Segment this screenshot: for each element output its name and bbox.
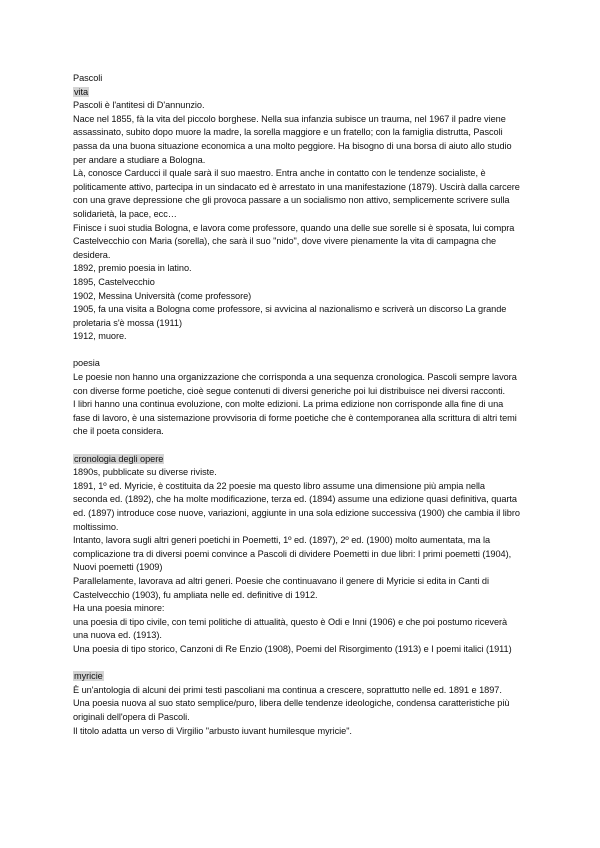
text-line: Nace nel 1855, fà la vita del piccolo borghese. Nella sua infanzia subisce un trauma, nel 1967 il padre viene [73, 113, 506, 124]
section-heading-vita [73, 86, 540, 100]
text-line: Pascoli è l'antitesi di D'annunzio. [73, 100, 205, 111]
document-title: Pascoli [73, 73, 103, 83]
text-line: seconda ed. (1892), che ha molte modificazione, terza ed. (1894) assume una edizione quasi definitiva, quarta [73, 494, 517, 505]
text-line: Intanto, lavora sugli altri generi poetichi in Poemetti, 1º ed. (1897), 2º ed. (1900) molto aumentata, ma la [73, 535, 491, 546]
text-line: 1895, Castelvecchio [73, 276, 155, 287]
text-line: Parallelamente, lavorava ad altri generi. Poesie che continuavano il genere di Myricie si edita in Canti di [73, 575, 489, 586]
text-line: Castelvecchio con Maria (sorella), che sarà il suo "nido", dove vivere pienamente la vita di campagna che [73, 236, 497, 247]
text-line: 1912, muore. [73, 331, 127, 342]
text-line: desidera. [73, 249, 111, 260]
text-line: passa da una buona situazione economica a una molto peggiore. Ha bisogno di una borsa di aiuto allo studio [73, 140, 512, 151]
spacer [73, 344, 540, 358]
text-line: Castelvecchio (1903), fu ampliata nelle ed. definitive di 1912. [73, 589, 318, 600]
text-line: una poesia di tipo civile, con temi politiche di attualità, questo è Odi e Inni (1906) e che poi postumo riceverà [73, 616, 508, 627]
text-line: Nuovi poemetti (1909) [73, 562, 163, 573]
spacer [73, 439, 540, 453]
text-line: assassinato, subito dopo muore la madre, la sorella maggiore e un fratello; con la famiglia distrutta, Pascoli [73, 127, 503, 138]
section-body-vita [73, 99, 540, 344]
section-heading-cronologia [73, 453, 540, 467]
text-line: 1891, 1º ed. Myricie, è costituita da 22 poesie ma questo libro assume una dimensione più ampia nella [73, 480, 485, 491]
spacer [73, 657, 540, 671]
text-line: È un'antologia di alcuni dei primi testi pascoliani ma continua a crescere, soprattutto nelle ed. 1891 e 1897. [73, 684, 502, 695]
text-line: Là, conosce Carducci il quale sarà il suo maestro. Entra anche in contatto con le tendenze socialiste, è [73, 168, 486, 179]
section-body-cronologia [73, 466, 540, 656]
text-line: Finisce i suoi studia Bologna, e lavora come professore, quando una delle sue sorelle si è sposata, lui compra [73, 222, 515, 233]
text-line: Ha una poesia minore: [73, 603, 165, 614]
section-heading-myricie [73, 670, 540, 684]
text-line: Una poesia di tipo storico, Canzoni di Re Enzio (1908), Poemi del Risorgimento (1913) e I poemi italici (1911) [73, 643, 512, 654]
section-body-poesia [73, 371, 540, 439]
text-line: 1902, Messina Università (come professore) [73, 290, 252, 301]
text-line: Le poesie non hanno una organizzazione che corrisponda a una sequenza cronologica. Pascoli sempre lavora [73, 372, 517, 383]
text-line: originali dell'opera di Pascoli. [73, 711, 190, 722]
text-line: 1905, fa una visita a Bologna come professore, si avvicina al nazionalismo e scriverà un discorso La grande [73, 304, 507, 315]
text-line: Il titolo adatta un verso di Virgilio "arbusto iuvant humilesque myricie". [73, 725, 352, 736]
text-line: proletaria s'è mossa (1911) [73, 317, 183, 328]
heading-highlight: vita [74, 86, 89, 97]
heading-highlight: cronologia degli opere [74, 453, 164, 464]
heading-highlight: myricie [74, 671, 103, 682]
text-line: I libri hanno una continua evoluzione, con molte edizioni. La prima edizione non corrisponde alla fine di una [73, 399, 504, 410]
text-line: Una poesia nuova al suo stato semplice/puro, libera delle tendenze ideologiche, condensa caratteristiche più [73, 698, 510, 709]
text-line: politicamente attivo, partecipa in un sindacato ed è arrestato in una manifestazione (1879). Uscirà dalla carcere [73, 181, 520, 192]
text-line: 1892, premio poesia in latino. [73, 263, 192, 274]
text-line: con una grave depressione che gli provoca passare a un socialismo non attivo, semplicemente scrivere sulla [73, 195, 510, 206]
section-heading-poesia: poesia [73, 358, 100, 369]
text-line: ed. (1897) introduce cose nuove, variazioni, aggiunte in una sola edizione successiva (1900) che cambia il libro [73, 508, 520, 518]
text-line: solidarietà, la pace, ecc… [73, 208, 177, 219]
text-line: con diverse forme poetiche, cioè segue contenuti di diversi generiche poi lui distribuisce nei diversi racconti. [73, 385, 506, 396]
text-line: per andare a studiare a Bologna. [73, 154, 206, 165]
section-body-myricie [73, 684, 540, 738]
text-line: 1890s, pubblicate su diverse riviste. [73, 467, 217, 478]
text-line: moltissimo. [73, 521, 119, 532]
text-line: che il poeta considera. [73, 426, 164, 437]
text-line: complicazione tra di diversi poemi convince a Pascoli di dividere Poemetti in due libri: I primi poemetti (1904), [73, 548, 512, 559]
text-line: una nuova ed. (1913). [73, 630, 162, 641]
text-line: fase di lavoro, è una sistemazione provvisoria di forme poetiche che è contemporanea alla scrittura di altri temi [73, 412, 517, 423]
